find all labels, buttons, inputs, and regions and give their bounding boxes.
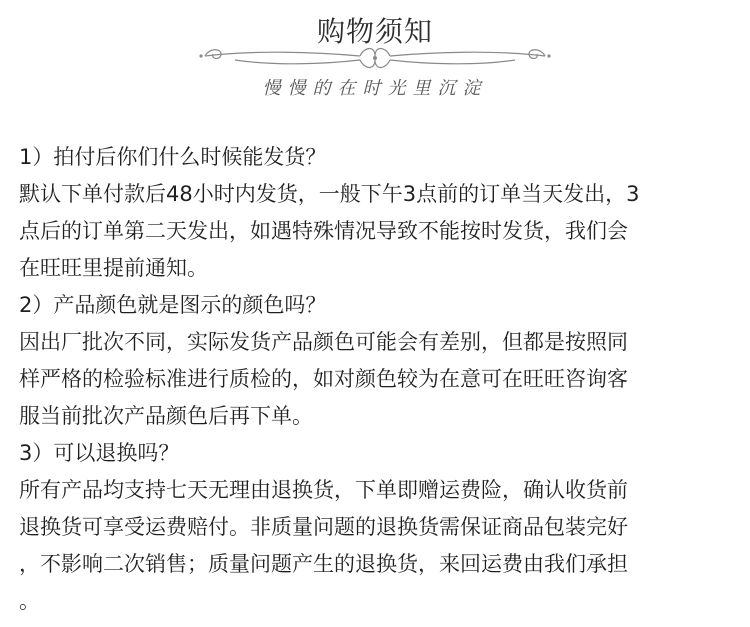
answer-2-line: 服当前批次产品颜色后再下单。	[19, 404, 313, 428]
page-title: 购物须知	[316, 15, 433, 48]
question-1: 1）拍付后你们什么时候能发货？	[19, 145, 327, 169]
question-3: 3）可以退换吗？	[19, 441, 180, 465]
flourish-divider-icon	[195, 44, 555, 72]
header	[0, 0, 750, 110]
question-2: 2）产品颜色就是图示的颜色吗？	[19, 293, 327, 317]
answer-1-line: 默认下单付款后48小时内发货，一般下午3点前的订单当天发出，3	[19, 182, 640, 206]
answer-3-line: 。	[19, 589, 40, 613]
answer-2-line: 因出厂批次不同，实际发货产品颜色可能会有差别，但都是按照同	[19, 330, 628, 354]
page-subtitle: 慢慢的在时光里沉淀	[262, 78, 488, 99]
answer-1-line: 在旺旺里提前通知。	[19, 256, 208, 280]
notice-body	[19, 139, 725, 620]
answer-3-line: 退换货可享受运费赔付。非质量问题的退换货需保证商品包装完好	[19, 515, 628, 539]
answer-2-line: 样严格的检验标准进行质检的，如对颜色较为在意可在旺旺咨询客	[19, 367, 628, 391]
answer-3-line: ，不影响二次销售；质量问题产生的退换货，来回运费由我们承担	[19, 552, 628, 576]
answer-3-line: 所有产品均支持七天无理由退换货，下单即赠运费险，确认收货前	[19, 478, 628, 502]
answer-1-line: 点后的订单第二天发出，如遇特殊情况导致不能按时发货，我们会	[19, 219, 628, 243]
